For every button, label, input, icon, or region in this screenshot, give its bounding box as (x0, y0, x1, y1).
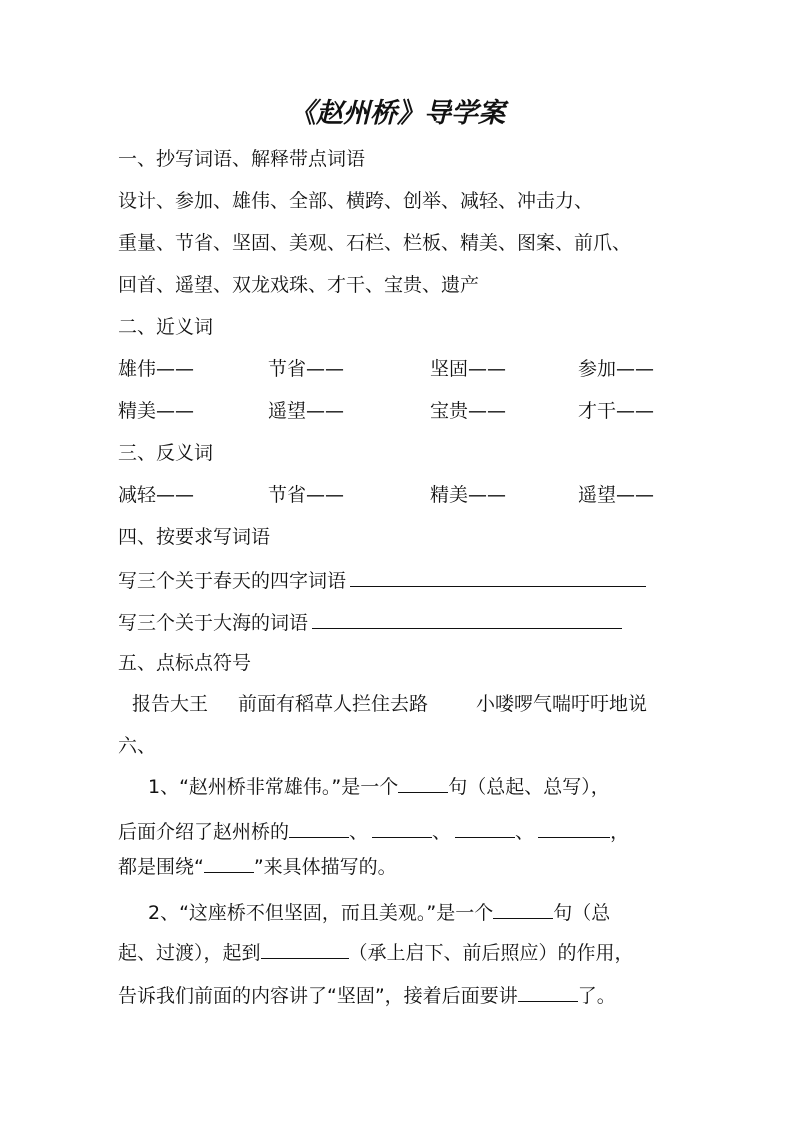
q2-text: 句（总 (553, 902, 611, 924)
page-title: 《赵州桥》导学案 (289, 98, 505, 129)
q1-separator: 、 (432, 821, 452, 843)
synonym-item: 宝贵—— (430, 400, 507, 422)
question-sea-words (118, 608, 622, 636)
q2-line-2 (118, 938, 634, 966)
answer-blank[interactable] (518, 981, 578, 1002)
synonym-item: 才干—— (578, 400, 655, 422)
antonym-item: 遥望—— (578, 484, 655, 506)
punctuation-part: 小喽啰气喘吁吁地说 (476, 693, 648, 715)
q2-text: 2、“这座桥不但坚固，而且美观。”是一个 (148, 902, 494, 924)
answer-blank[interactable] (398, 772, 448, 793)
section-3-heading: 三、反义词 (118, 442, 214, 464)
q1-line-1 (148, 772, 610, 800)
q1-text: 后面介绍了赵州桥的 (118, 821, 290, 843)
section-6-heading: 六、 (118, 735, 157, 757)
antonym-item: 减轻—— (118, 484, 195, 506)
answer-blank[interactable] (350, 566, 646, 587)
q2-text: 告诉我们前面的内容讲了“坚固”，接着后面要讲 (118, 985, 518, 1007)
q1-line-2 (118, 817, 629, 845)
synonym-item: 节省—— (268, 358, 345, 380)
q1-text: 1、“赵州桥非常雄伟。”是一个 (148, 776, 399, 798)
answer-blank[interactable] (372, 817, 432, 838)
answer-blank[interactable] (289, 817, 349, 838)
answer-blank[interactable] (204, 852, 254, 873)
question-spring-words (118, 566, 646, 594)
synonym-item: 精美—— (118, 400, 195, 422)
q2-line-3 (118, 981, 616, 1009)
question-sea-label: 写三个关于大海的词语 (118, 612, 309, 634)
answer-blank[interactable] (455, 817, 515, 838)
q1-text: 句（总起、总写）， (448, 776, 610, 798)
q1-text: ”来具体描写的。 (253, 856, 397, 878)
punctuation-part: 前面有稻草人拦住去路 (238, 693, 429, 715)
section-4-heading: 四、按要求写词语 (118, 526, 271, 548)
antonym-item: 精美—— (430, 484, 507, 506)
q2-text: （承上启下、前后照应）的作用， (348, 942, 634, 964)
q1-text: ， (610, 821, 630, 843)
answer-blank[interactable] (312, 608, 622, 629)
q1-text: 都是围绕“ (118, 856, 204, 878)
section-5-heading: 五、点标点符号 (118, 652, 252, 674)
q2-line-1 (148, 898, 610, 926)
punctuation-part: 报告大王 (132, 693, 209, 715)
antonym-item: 节省—— (268, 484, 345, 506)
word-list-line-2: 重量、节省、坚固、美观、石栏、栏板、精美、图案、前爪、 (118, 232, 632, 254)
question-spring-label: 写三个关于春天的四字词语 (118, 570, 347, 592)
answer-blank[interactable] (538, 817, 610, 838)
synonym-item: 坚固—— (430, 358, 507, 380)
q2-text: 了。 (577, 985, 616, 1007)
section-1-heading: 一、抄写词语、解释带点词语 (118, 148, 366, 170)
word-list-line-3: 回首、遥望、双龙戏珠、才干、宝贵、遗产 (118, 274, 480, 296)
section-2-heading: 二、近义词 (118, 316, 214, 338)
word-list-line-1: 设计、参加、雄伟、全部、横跨、创举、减轻、冲击力、 (118, 190, 594, 212)
synonym-item: 遥望—— (268, 400, 345, 422)
q1-separator: 、 (515, 821, 535, 843)
synonym-item: 参加—— (578, 358, 655, 380)
q2-text: 起、过渡），起到 (118, 942, 261, 964)
q1-separator: 、 (349, 821, 369, 843)
answer-blank[interactable] (261, 938, 349, 959)
q1-line-3 (118, 852, 397, 880)
answer-blank[interactable] (493, 898, 553, 919)
synonym-item: 雄伟—— (118, 358, 195, 380)
